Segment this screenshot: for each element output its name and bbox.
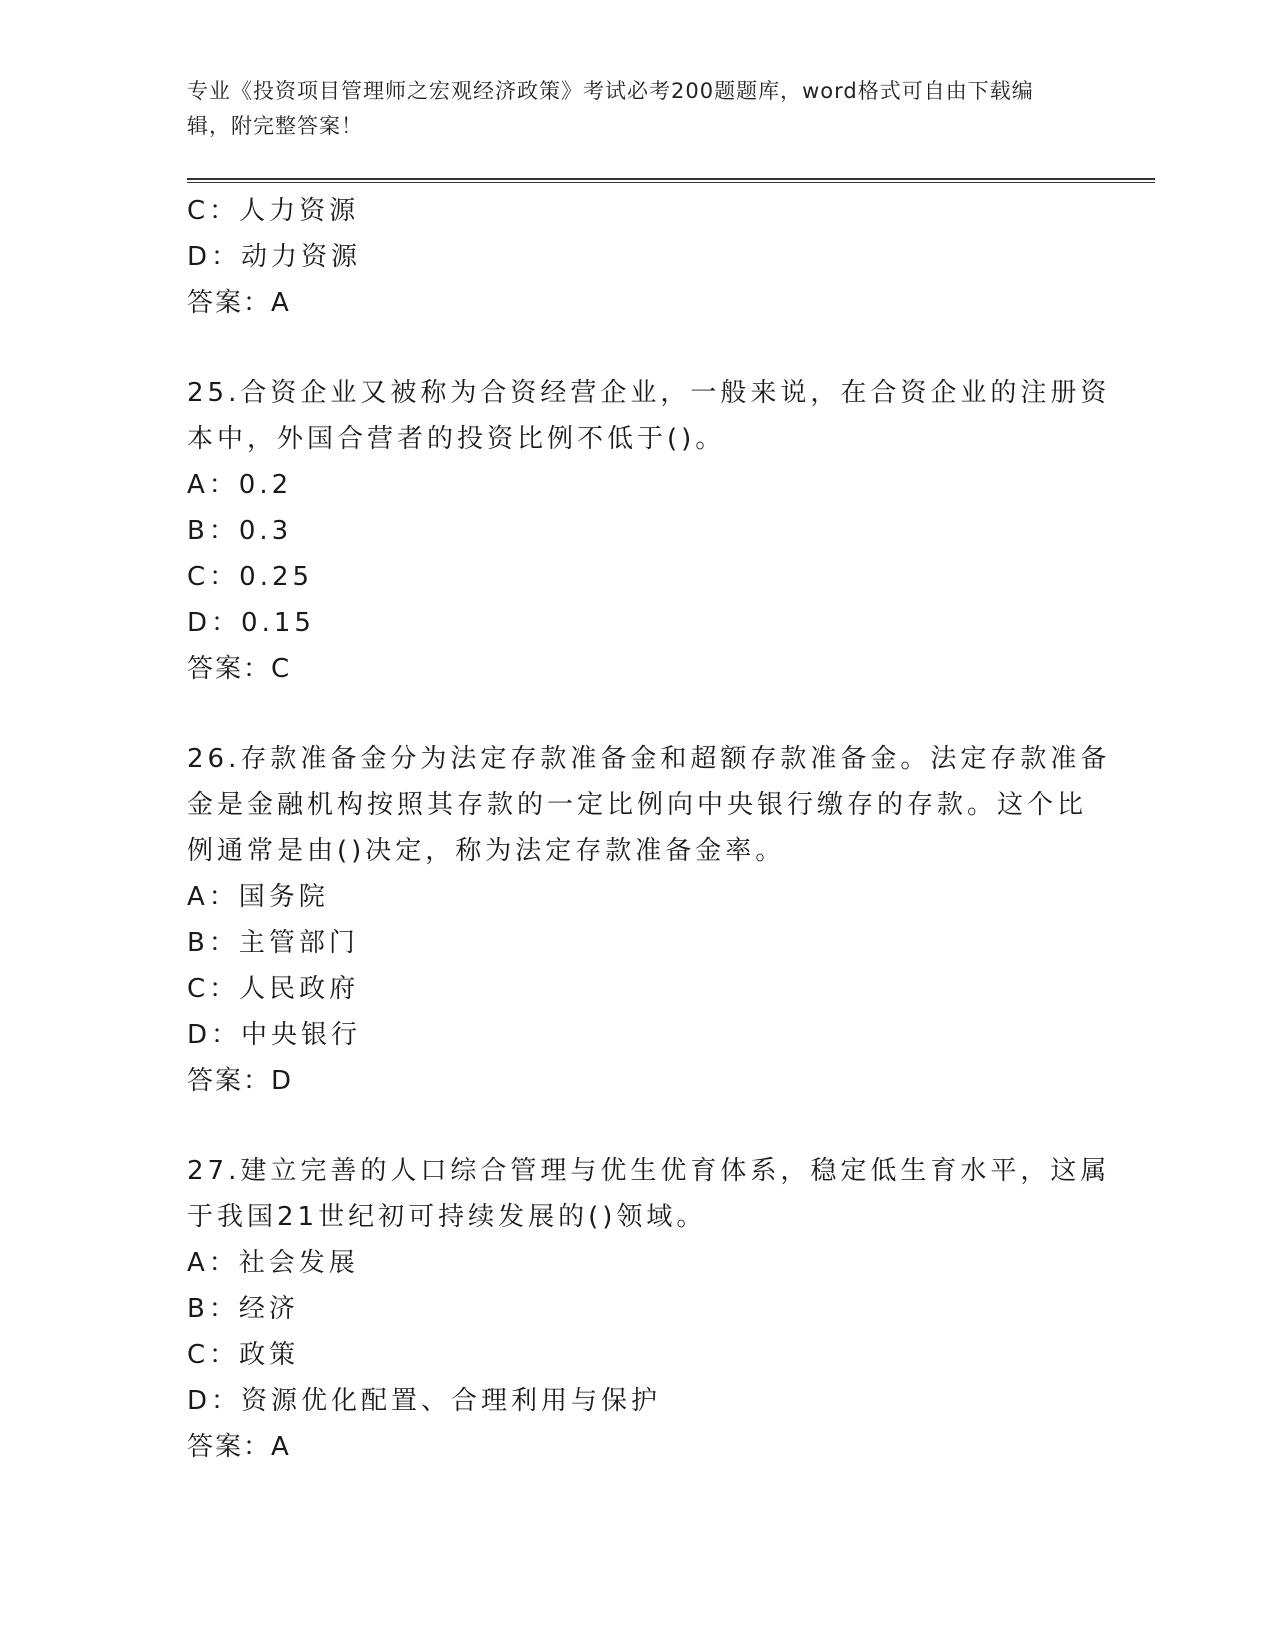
- question-text-line: 金是金融机构按照其存款的一定比例向中央银行缴存的存款。这个比: [187, 790, 1088, 820]
- option-a: A：国务院: [187, 882, 329, 912]
- question-text-line: 25.合资企业又被称为合资经营企业，一般来说，在合资企业的注册资: [187, 378, 1111, 408]
- option-d: D：0.15: [187, 608, 315, 638]
- question-list: [187, 188, 1111, 1470]
- question-block-27: [187, 1148, 1111, 1470]
- answer: 答案：D: [187, 1066, 294, 1096]
- question-block-25: [187, 370, 1111, 692]
- option-c: C：0.25: [187, 562, 314, 592]
- option-a: A：0.2: [187, 470, 293, 500]
- question-text-line: 于我国21世纪初可持续发展的()领域。: [187, 1202, 707, 1232]
- answer: 答案：C: [187, 654, 292, 684]
- question-text-line: 27.建立完善的人口综合管理与优生优育体系，稳定低生育水平，这属: [187, 1156, 1111, 1186]
- question-block-26: [187, 736, 1111, 1104]
- question-text-line: 例通常是由()决定，称为法定存款准备金率。: [187, 836, 786, 866]
- spacer: [187, 1104, 1087, 1148]
- option-b: B：主管部门: [187, 928, 359, 958]
- option-d: D：中央银行: [187, 1020, 362, 1050]
- page-header: 专业《投资项目管理师之宏观经济政策》考试必考200题题库，word格式可自由下载编辑，附完整答案！: [187, 79, 1034, 138]
- header-divider: [187, 178, 1155, 183]
- option-d: D：资源优化配置、合理利用与保护: [187, 1386, 662, 1416]
- option-b: B：0.3: [187, 516, 293, 546]
- question-text-line: 26.存款准备金分为法定存款准备金和超额存款准备金。法定存款准备: [187, 744, 1111, 774]
- option-c: C：政策: [187, 1340, 300, 1370]
- question-text-line: 本中，外国合营者的投资比例不低于()。: [187, 424, 726, 454]
- spacer: [187, 326, 1087, 370]
- option-a: A：社会发展: [187, 1248, 359, 1278]
- question-block-24: [187, 188, 1087, 326]
- spacer: [187, 692, 1087, 736]
- option-c: C：人力资源: [187, 196, 360, 226]
- option-b: B：经济: [187, 1294, 299, 1324]
- option-d: D：动力资源: [187, 242, 362, 272]
- answer: 答案：A: [187, 1432, 291, 1462]
- option-c: C：人民政府: [187, 974, 360, 1004]
- answer: 答案：A: [187, 288, 291, 318]
